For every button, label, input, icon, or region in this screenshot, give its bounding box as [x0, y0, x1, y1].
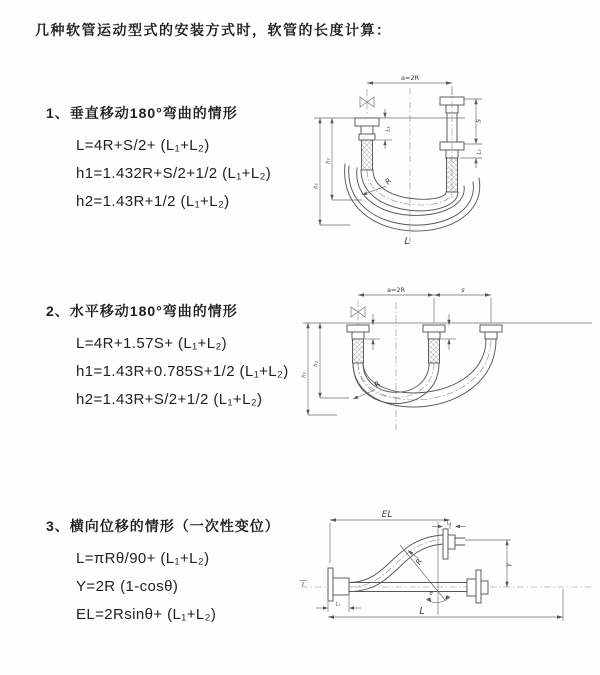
braided-hose-section: [353, 339, 364, 363]
section-3-heading: 3、横向位移的情形（一次性变位）: [46, 518, 280, 534]
dim-label-r: R: [413, 557, 425, 567]
dim-l1: [316, 596, 361, 612]
page-title: 几种软管运动型式的安装方式时，软管的长度计算：: [35, 22, 392, 38]
dim-label-l1: L₁: [385, 126, 392, 132]
hose-u-bend: [353, 302, 496, 430]
dim-label-l1: L₁: [335, 602, 341, 608]
diagram-vertical-180-bend: [300, 68, 600, 263]
section-horizontal-movement: [46, 301, 289, 414]
left-fitting: [355, 118, 379, 170]
middle-fitting: [423, 325, 445, 363]
dim-h2: [314, 323, 350, 398]
dim-label-h1: h₁: [301, 372, 308, 378]
diagram-lateral-displacement: [295, 505, 600, 655]
dim-a-2r-and-s: [358, 286, 491, 323]
section-vertical-movement: [46, 103, 271, 216]
valve-icon: [360, 89, 374, 116]
formula-line: EL=2Rsinθ+ (L₁+L₂): [76, 606, 217, 623]
section-lateral-displacement: [46, 516, 280, 629]
dim-s: [464, 99, 483, 144]
datum-z-mark: [300, 581, 307, 588]
formula-line: h2=1.43R+1/2 (L₁+L₂): [76, 193, 230, 210]
formula-line: h1=1.432R+S/2+1/2 (L₁+L₂): [76, 165, 272, 182]
dim-label-l2: L₂: [446, 521, 452, 527]
diagram-horizontal-180-bend: [295, 280, 600, 460]
right-fitting-displaced: [480, 325, 502, 339]
dim-label-r: R: [372, 379, 383, 390]
dim-label-s: s: [461, 286, 465, 294]
dim-a-2r: [367, 74, 452, 95]
dim-label-z: z: [301, 581, 305, 588]
dim-label-h1: h₁: [313, 183, 320, 189]
formula-line: L=4R+1.57S+ (L₁+L₂): [76, 335, 228, 352]
dim-label-s: S: [475, 119, 483, 123]
hose-straight-position: [349, 570, 488, 603]
dim-label-a2r: a=2R: [400, 74, 420, 82]
dim-label-h2: h₂: [313, 361, 320, 367]
dim-l: [328, 589, 563, 621]
formula-line: h1=1.43R+0.785S+1/2 (L₁+L₂): [76, 363, 289, 380]
left-fitting: [328, 568, 349, 601]
braided-hose-section: [429, 339, 440, 363]
dim-label-l: L: [404, 236, 410, 247]
left-fitting: [347, 325, 369, 363]
dim-h2: [326, 118, 363, 200]
dim-l1: [376, 109, 392, 149]
dim-label-h2: h₂: [325, 158, 332, 164]
dim-label-theta: θ: [429, 591, 433, 597]
right-fitting: [440, 88, 464, 198]
dim-label-el: EL: [381, 510, 393, 520]
dim-label-l2: L₂: [476, 149, 483, 155]
section-2-heading: 2、水平移动180°弯曲的情形: [46, 303, 238, 319]
dim-l2: [432, 521, 466, 529]
formula-line: Y=2R (1-cosθ): [76, 578, 179, 595]
dim-h1: [302, 323, 338, 415]
formula-line: L=4R+S/2+ (L₁+L₂): [76, 137, 210, 154]
dim-l2: [460, 149, 483, 168]
dim-label-y: Y: [505, 562, 514, 568]
section-1-heading: 1、垂直移动180°弯曲的情形: [46, 105, 238, 121]
formula-line: h2=1.43R+S/2+1/2 (L₁+L₂): [76, 391, 263, 408]
braided-hose-section: [362, 140, 373, 170]
dim-label-a2r: a=2R: [386, 286, 406, 294]
dim-label-r: R: [383, 176, 394, 187]
dim-label-l: L: [419, 606, 425, 617]
formula-line: L=πRθ/90+ (L₁+L₂): [76, 550, 210, 567]
